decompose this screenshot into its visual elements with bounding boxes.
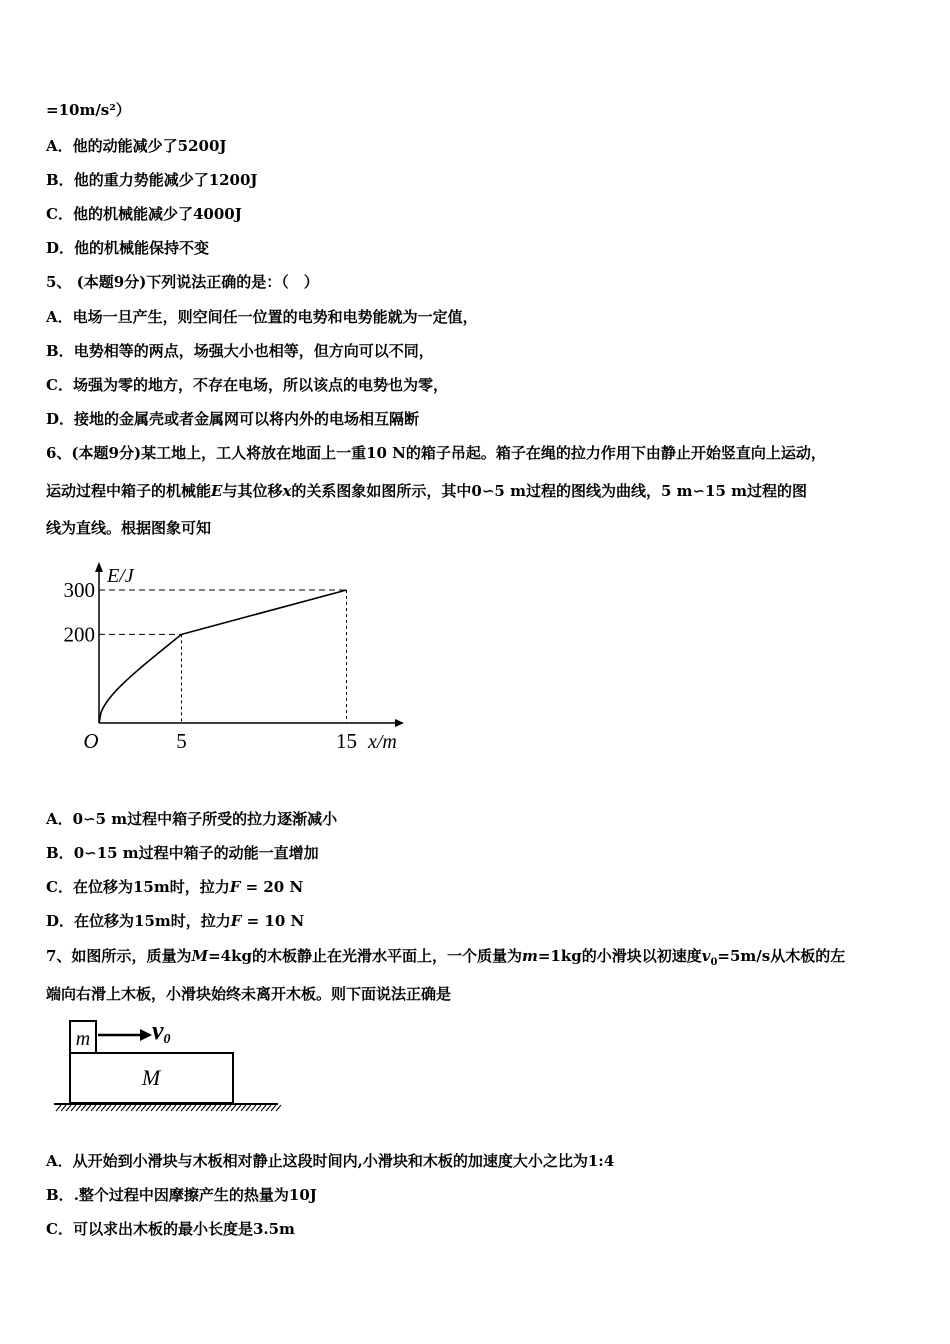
origin-label: O [83,729,99,753]
option-text: 电势相等的两点，场强大小也相等，但方向可以不同， [73,342,434,360]
x-tick-label-15: 15 [336,729,357,753]
x-axis-label: x/m [368,731,397,753]
hatch-mark [261,1105,266,1111]
q5-option-d [46,409,419,429]
hatch-mark [66,1105,71,1111]
q6-stem-line-3: 线为直线。根据图象可知 [46,519,212,537]
option-label: D． [46,410,75,428]
option-text: 电场一旦产生，则空间任一位置的电势和电势能就为一定值， [72,308,478,326]
stem-text: 的关系图象如图所示，其中0∽5 m过程的图线为曲线，5 m∽15 m过程的图 [291,482,808,500]
stem-text: 7、如图所示，质量为 [46,947,192,965]
hatch-mark [266,1105,271,1111]
hatch-mark [136,1105,141,1111]
hatch-mark [151,1105,156,1111]
option-text: 可以求出木板的最小长度是3.5m [72,1220,295,1238]
var-m-board: M [191,947,209,965]
hatch-mark [61,1105,66,1111]
q7-option-c [46,1219,295,1239]
hatch-mark [171,1105,176,1111]
hatch-mark [251,1105,256,1111]
hatch-mark [201,1105,206,1111]
q4-option-a [46,136,227,156]
q4-tail: =10m/s²） [46,101,131,119]
q7-option-b [46,1185,317,1205]
option-tail: = 20 N [240,878,304,896]
hatch-mark [231,1105,236,1111]
option-text: 0∽5 m过程中箱子所受的拉力逐渐减小 [72,810,338,828]
q6-option-a [46,809,337,829]
velocity-label: v0 [152,1016,171,1047]
hatch-mark [226,1105,231,1111]
option-label: D． [46,239,75,257]
hatch-mark [156,1105,161,1111]
velocity-arrow-head [140,1029,152,1041]
hatch-mark [206,1105,211,1111]
option-tail: = 10 N [241,912,305,930]
option-text: .整个过程中因摩擦产生的热量为10J [73,1186,317,1204]
q7-option-a [46,1151,614,1171]
q5-option-c [46,375,448,395]
hatch-mark [221,1105,226,1111]
var-m-block: m [521,947,538,965]
option-label: A． [46,137,73,155]
y-tick-label-200: 200 [63,622,95,647]
hatch-mark [96,1105,101,1111]
hatch-mark [76,1105,81,1111]
option-label: A． [46,1152,73,1170]
var-v-sub: 0 [710,957,718,968]
option-text: 他的机械能减少了4000J [72,205,242,223]
var-e: E [211,482,223,500]
stem-text: 与其位移 [222,482,283,500]
series-curve [99,634,182,723]
option-label: A． [46,308,73,326]
option-text: 从开始到小滑块与木板相对静止这段时间内,小滑块和木板的加速度大小之比为1:4 [72,1152,615,1170]
hatch-mark [116,1105,121,1111]
hatch-mark [236,1105,241,1111]
hatch-mark [86,1105,91,1111]
stem-text: =1kg的小滑块以初速度 [537,947,702,965]
var-v: v [701,947,711,965]
hatch-mark [276,1105,281,1111]
hatch-mark [146,1105,151,1111]
option-label: A． [46,810,73,828]
option-text: 他的动能减少了5200J [72,137,227,155]
hatch-mark [81,1105,86,1111]
q4-option-c [46,204,242,224]
y-axis-arrow [95,562,103,572]
hatch-mark [166,1105,171,1111]
hatch-mark [91,1105,96,1111]
hatch-mark [71,1105,76,1111]
q6-stem-line-1: 6、(本题9分)某工地上，工人将放在地面上一重10 N的箱子吊起。箱子在绳的拉力作用下由静止开始竖直向上运动， [46,444,826,462]
q5-option-a [46,307,478,327]
stem-text: =4kg的木板静止在光滑水平面上，一个质量为 [208,947,522,965]
board-label: M [141,1065,161,1090]
block-board-figure [50,1015,290,1115]
option-label: B． [46,171,74,189]
hatch-mark [211,1105,216,1111]
option-label: B． [46,342,74,360]
hatch-mark [141,1105,146,1111]
hatch-mark [186,1105,191,1111]
q7-stem-line-2: 端向右滑上木板，小滑块始终未离开木板。则下面说法正确是 [46,985,452,1003]
hatch-mark [161,1105,166,1111]
q6-option-c [46,877,303,897]
small-block-label: m [75,1028,91,1050]
option-text: 在位移为15m时，拉力 [74,912,231,930]
option-text: 他的重力势能减少了1200J [73,171,258,189]
option-label: B． [46,844,74,862]
y-tick-label-300: 300 [63,578,95,603]
hatch-mark [56,1105,61,1111]
option-label: B． [46,1186,74,1204]
option-label: C． [46,205,73,223]
hatch-mark [196,1105,201,1111]
q6-stem-line-2 [46,481,807,501]
option-text: 接地的金属壳或者金属网可以将内外的电场相互隔断 [74,410,420,428]
hatch-mark [121,1105,126,1111]
hatch-mark [256,1105,261,1111]
option-text: 他的机械能保持不变 [74,239,210,257]
hatch-mark [176,1105,181,1111]
x-tick-label-5: 5 [176,729,187,753]
energy-displacement-chart [50,560,430,760]
option-text: 0∽15 m过程中箱子的动能一直增加 [73,844,319,862]
hatch-mark [191,1105,196,1111]
ground-hatching [56,1105,281,1111]
hatch-mark [126,1105,131,1111]
hatch-mark [101,1105,106,1111]
option-label: C． [46,878,73,896]
hatch-mark [181,1105,186,1111]
hatch-mark [131,1105,136,1111]
stem-text: 运动过程中箱子的机械能 [46,482,212,500]
q7-stem-line-1 [46,946,845,966]
hatch-mark [106,1105,111,1111]
hatch-mark [216,1105,221,1111]
series-line [182,590,347,634]
q4-option-d [46,238,209,258]
var-f: F [230,912,242,930]
option-text: 场强为零的地方，不存在电场，所以该点的电势也为零， [72,376,448,394]
hatch-mark [271,1105,276,1111]
option-label: C． [46,1220,73,1238]
q5-option-b [46,341,434,361]
q6-option-b [46,843,319,863]
q6-option-d [46,911,304,931]
q5-stem: 5、 (本题9分)下列说法正确的是：（ ） [46,273,319,291]
x-axis-arrow [395,719,404,727]
stem-text: =5m/s从木板的左 [717,947,846,965]
option-text: 在位移为15m时，拉力 [72,878,230,896]
var-x: x [282,482,292,500]
hatch-mark [111,1105,116,1111]
option-label: D． [46,912,75,930]
hatch-mark [241,1105,246,1111]
hatch-mark [246,1105,251,1111]
var-f: F [229,878,241,896]
q4-option-b [46,170,258,190]
y-axis-label: E/J [107,565,134,587]
option-label: C． [46,376,73,394]
